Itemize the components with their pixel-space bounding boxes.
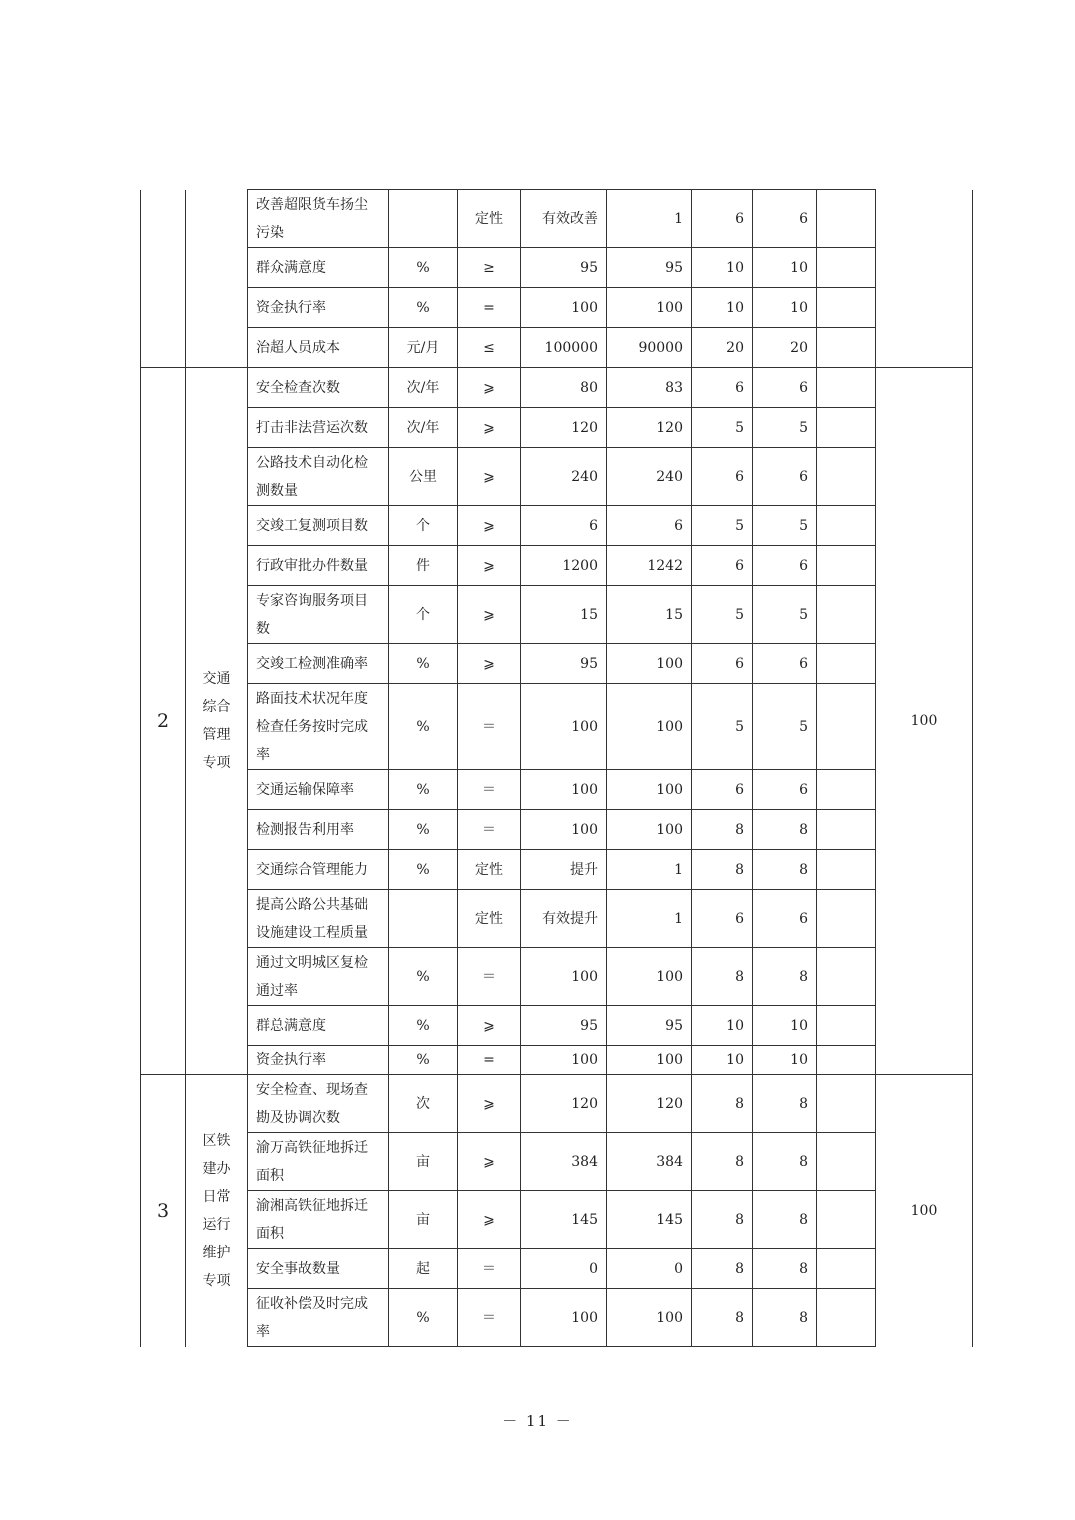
table-row [141,506,973,546]
weight-cell: 6 [692,770,753,810]
target-value-cell: 95 [521,248,607,288]
actual-value-cell: 83 [607,368,692,408]
indicator-cell: 通过文明城区复检通过率 [248,948,389,1006]
group-total-score: 100 [876,1075,973,1347]
note-cell [817,810,876,850]
unit-cell: 次 [389,1075,458,1133]
actual-value-cell: 100 [607,288,692,328]
score-got-cell: 6 [753,546,817,586]
operator-cell: ⩾ [458,644,521,684]
group-number: 3 [141,1075,186,1347]
actual-value-cell: 90000 [607,328,692,368]
table-row [141,248,973,288]
table-row [141,586,973,644]
note-cell [817,948,876,1006]
indicator-cell: 群众满意度 [248,248,389,288]
operator-cell: ＝ [458,948,521,1006]
indicator-cell: 群总满意度 [248,1006,389,1046]
score-got-cell: 8 [753,1191,817,1249]
operator-cell: ⩾ [458,546,521,586]
unit-cell: % [389,810,458,850]
project-name-text: 交通综合管理专项 [202,671,231,771]
note-cell [817,890,876,948]
target-value-cell: 100 [521,1046,607,1075]
actual-value-cell: 0 [607,1249,692,1289]
table-row [141,684,973,770]
operator-cell: ⩾ [458,368,521,408]
weight-cell: 8 [692,1191,753,1249]
weight-cell: 6 [692,890,753,948]
table-row [141,644,973,684]
note-cell [817,546,876,586]
unit-cell: % [389,644,458,684]
note-cell [817,1006,876,1046]
group-number: 2 [141,368,186,1075]
table-body [141,190,973,1347]
score-got-cell: 8 [753,1133,817,1191]
indicator-cell: 渝湘高铁征地拆迁面积 [248,1191,389,1249]
actual-value-cell: 95 [607,1006,692,1046]
note-cell [817,1249,876,1289]
target-value-cell: 384 [521,1133,607,1191]
target-value-cell: 15 [521,586,607,644]
score-got-cell: 5 [753,684,817,770]
operator-cell: ⩾ [458,1133,521,1191]
indicator-cell: 安全检查次数 [248,368,389,408]
unit-cell: 个 [389,506,458,546]
operator-cell: ⩾ [458,1191,521,1249]
operator-cell: ≥ [458,248,521,288]
actual-value-cell: 120 [607,1075,692,1133]
score-got-cell: 6 [753,770,817,810]
actual-value-cell: 1 [607,190,692,248]
table-row [141,1191,973,1249]
project-name-text: 区铁建办日常运行维护专项 [202,1132,231,1289]
weight-cell: 10 [692,248,753,288]
unit-cell: % [389,248,458,288]
actual-value-cell: 15 [607,586,692,644]
weight-cell: 5 [692,408,753,448]
score-got-cell: 6 [753,644,817,684]
target-value-cell: 1200 [521,546,607,586]
actual-value-cell: 1242 [607,546,692,586]
table-row [141,810,973,850]
unit-cell: % [389,770,458,810]
table-row [141,770,973,810]
indicator-cell: 交竣工复测项目数 [248,506,389,546]
note-cell [817,1075,876,1133]
project-name [186,190,248,368]
operator-cell: 定性 [458,850,521,890]
actual-value-cell: 120 [607,408,692,448]
weight-cell: 10 [692,1006,753,1046]
note-cell [817,506,876,546]
table-row [141,368,973,408]
operator-cell: ⩾ [458,448,521,506]
weight-cell: 10 [692,1046,753,1075]
actual-value-cell: 1 [607,890,692,948]
unit-cell: % [389,288,458,328]
target-value-cell: 120 [521,1075,607,1133]
indicator-cell: 检测报告利用率 [248,810,389,850]
score-got-cell: 5 [753,408,817,448]
table-row [141,890,973,948]
target-value-cell: 100 [521,1289,607,1347]
project-name [186,368,248,1075]
group-number [141,190,186,368]
actual-value-cell: 100 [607,810,692,850]
target-value-cell: 100 [521,948,607,1006]
score-got-cell: 6 [753,448,817,506]
actual-value-cell: 6 [607,506,692,546]
operator-cell: ⩾ [458,1006,521,1046]
target-value-cell: 95 [521,1006,607,1046]
weight-cell: 5 [692,506,753,546]
weight-cell: 8 [692,1249,753,1289]
table-row [141,1075,973,1133]
table-row [141,288,973,328]
indicator-cell: 交竣工检测准确率 [248,644,389,684]
unit-cell: 亩 [389,1191,458,1249]
unit-cell: 公里 [389,448,458,506]
target-value-cell: 100 [521,770,607,810]
weight-cell: 8 [692,850,753,890]
score-got-cell: 6 [753,368,817,408]
table-row [141,850,973,890]
indicator-cell: 资金执行率 [248,1046,389,1075]
note-cell [817,190,876,248]
actual-value-cell: 100 [607,770,692,810]
weight-cell: 5 [692,586,753,644]
weight-cell: 6 [692,368,753,408]
table-row [141,448,973,506]
note-cell [817,1289,876,1347]
score-got-cell: 8 [753,1289,817,1347]
actual-value-cell: 100 [607,1289,692,1347]
target-value-cell: 100 [521,288,607,328]
unit-cell: 起 [389,1249,458,1289]
note-cell [817,328,876,368]
target-value-cell: 6 [521,506,607,546]
note-cell [817,644,876,684]
note-cell [817,586,876,644]
weight-cell: 8 [692,948,753,1006]
note-cell [817,368,876,408]
score-got-cell: 20 [753,328,817,368]
indicator-cell: 改善超限货车扬尘污染 [248,190,389,248]
weight-cell: 5 [692,684,753,770]
actual-value-cell: 100 [607,644,692,684]
score-got-cell: 5 [753,586,817,644]
operator-cell: 定性 [458,890,521,948]
weight-cell: 8 [692,1075,753,1133]
score-got-cell: 8 [753,810,817,850]
page-number: － 11 － [502,1412,573,1430]
score-got-cell: 10 [753,1006,817,1046]
group-total-score: 100 [876,368,973,1075]
indicator-cell: 治超人员成本 [248,328,389,368]
operator-cell: = [458,288,521,328]
performance-indicator-table [140,189,973,1347]
unit-cell: % [389,684,458,770]
actual-value-cell: 100 [607,948,692,1006]
unit-cell: 亩 [389,1133,458,1191]
score-got-cell: 8 [753,1075,817,1133]
target-value-cell: 有效改善 [521,190,607,248]
target-value-cell: 120 [521,408,607,448]
operator-cell: ⩾ [458,408,521,448]
weight-cell: 20 [692,328,753,368]
weight-cell: 8 [692,1133,753,1191]
unit-cell: % [389,1006,458,1046]
target-value-cell: 145 [521,1191,607,1249]
actual-value-cell: 145 [607,1191,692,1249]
score-got-cell: 5 [753,506,817,546]
note-cell [817,1046,876,1075]
unit-cell: 次/年 [389,408,458,448]
weight-cell: 6 [692,644,753,684]
indicator-cell: 资金执行率 [248,288,389,328]
unit-cell: 元/月 [389,328,458,368]
note-cell [817,684,876,770]
operator-cell: ⩾ [458,506,521,546]
table-row [141,1006,973,1046]
note-cell [817,1133,876,1191]
operator-cell: ⩾ [458,1075,521,1133]
indicator-cell: 交通运输保障率 [248,770,389,810]
indicator-cell: 渝万高铁征地拆迁面积 [248,1133,389,1191]
operator-cell: ＝ [458,770,521,810]
table-row [141,190,973,248]
indicator-cell: 打击非法营运次数 [248,408,389,448]
weight-cell: 8 [692,1289,753,1347]
table-row [141,408,973,448]
indicator-cell: 提高公路公共基础设施建设工程质量 [248,890,389,948]
indicator-cell: 安全检查、现场查勘及协调次数 [248,1075,389,1133]
score-got-cell: 10 [753,288,817,328]
weight-cell: 6 [692,546,753,586]
unit-cell: 件 [389,546,458,586]
target-value-cell: 95 [521,644,607,684]
score-got-cell: 10 [753,248,817,288]
target-value-cell: 0 [521,1249,607,1289]
actual-value-cell: 384 [607,1133,692,1191]
operator-cell: ⩾ [458,586,521,644]
indicator-cell: 专家咨询服务项目数 [248,586,389,644]
weight-cell: 6 [692,190,753,248]
table-row [141,328,973,368]
indicator-cell: 行政审批办件数量 [248,546,389,586]
score-got-cell: 6 [753,890,817,948]
note-cell [817,1191,876,1249]
unit-cell: % [389,1289,458,1347]
table-row [141,1046,973,1075]
operator-cell: ＝ [458,1249,521,1289]
unit-cell: % [389,948,458,1006]
actual-value-cell: 1 [607,850,692,890]
group-total-score [876,190,973,368]
table-row [141,948,973,1006]
operator-cell: ＝ [458,684,521,770]
operator-cell: = [458,1046,521,1075]
score-got-cell: 8 [753,1249,817,1289]
note-cell [817,288,876,328]
table-row [141,1249,973,1289]
score-got-cell: 8 [753,948,817,1006]
note-cell [817,408,876,448]
indicator-cell: 路面技术状况年度检查任务按时完成率 [248,684,389,770]
score-got-cell: 8 [753,850,817,890]
unit-cell: % [389,850,458,890]
weight-cell: 10 [692,288,753,328]
note-cell [817,850,876,890]
operator-cell: ＝ [458,810,521,850]
operator-cell: ＝ [458,1289,521,1347]
score-got-cell: 6 [753,190,817,248]
weight-cell: 8 [692,810,753,850]
score-got-cell: 10 [753,1046,817,1075]
unit-cell: % [389,1046,458,1075]
note-cell [817,248,876,288]
unit-cell [389,190,458,248]
unit-cell: 个 [389,586,458,644]
weight-cell: 6 [692,448,753,506]
target-value-cell: 有效提升 [521,890,607,948]
note-cell [817,770,876,810]
unit-cell [389,890,458,948]
operator-cell: 定性 [458,190,521,248]
target-value-cell: 100 [521,684,607,770]
actual-value-cell: 95 [607,248,692,288]
target-value-cell: 80 [521,368,607,408]
table-row [141,546,973,586]
target-value-cell: 提升 [521,850,607,890]
table-row [141,1133,973,1191]
note-cell [817,448,876,506]
indicator-cell: 安全事故数量 [248,1249,389,1289]
indicator-cell: 公路技术自动化检测数量 [248,448,389,506]
operator-cell: ≤ [458,328,521,368]
target-value-cell: 240 [521,448,607,506]
project-name [186,1075,248,1347]
unit-cell: 次/年 [389,368,458,408]
actual-value-cell: 240 [607,448,692,506]
actual-value-cell: 100 [607,684,692,770]
target-value-cell: 100000 [521,328,607,368]
target-value-cell: 100 [521,810,607,850]
indicator-cell: 征收补偿及时完成率 [248,1289,389,1347]
actual-value-cell: 100 [607,1046,692,1075]
indicator-cell: 交通综合管理能力 [248,850,389,890]
table-row [141,1289,973,1347]
